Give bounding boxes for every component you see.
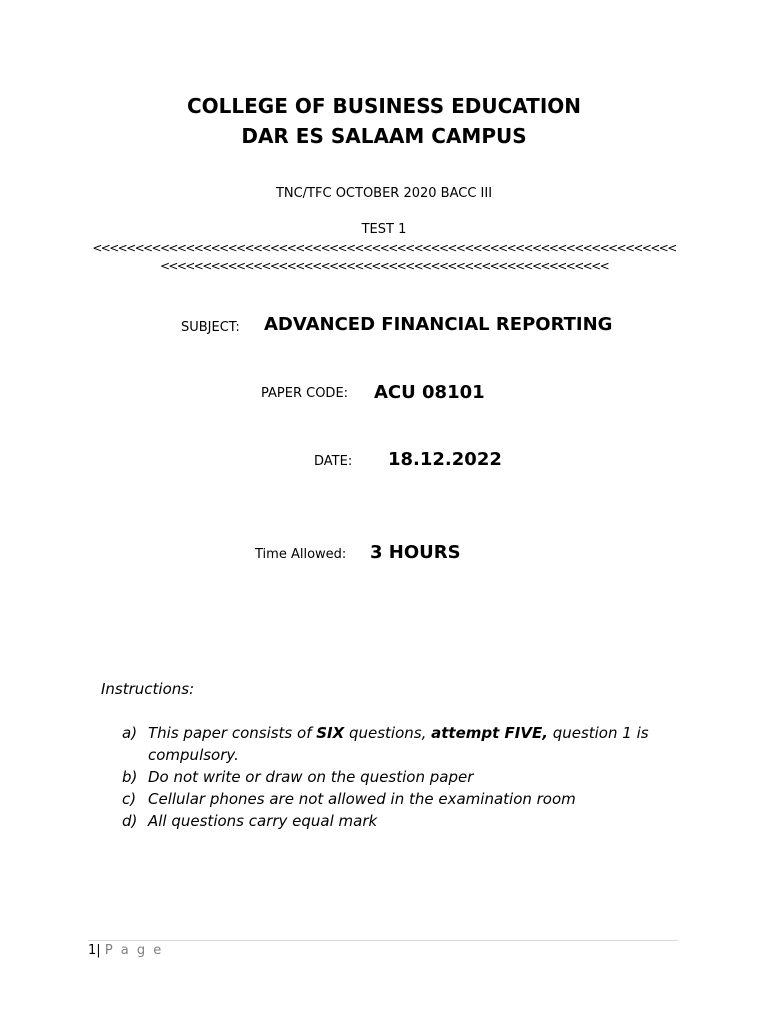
instruction-item <box>122 810 702 832</box>
date-value: 18.12.2022 <box>388 449 502 470</box>
instruction-item <box>122 722 702 766</box>
instruction-item <box>122 766 702 788</box>
divider-line-1: <<<<<<<<<<<<<<<<<<<<<<<<<<<<<<<<<<<<<<<<<<<<<<<<<<<<<<<<<<<<<<<<<<<<< <box>92 241 676 255</box>
instruction-text: Do not write or draw on the question paper <box>148 768 474 786</box>
instruction-emphasis: attempt FIVE, <box>431 724 548 742</box>
college-name: COLLEGE OF BUSINESS EDUCATION <box>186 94 582 118</box>
footer-divider <box>88 940 678 941</box>
instruction-text: Cellular phones are not allowed in the examination room <box>148 790 576 808</box>
time-allowed-value: 3 HOURS <box>370 542 461 563</box>
instruction-marker: d) <box>122 812 138 830</box>
paper-code-label: PAPER CODE: <box>261 386 349 401</box>
instruction-text: This paper consists of <box>148 724 317 742</box>
time-allowed-label: Time Allowed: <box>255 547 347 562</box>
page-footer <box>88 943 163 958</box>
test-number: TEST 1 <box>361 222 407 237</box>
subject-label: SUBJECT: <box>181 320 240 335</box>
divider-line-2: <<<<<<<<<<<<<<<<<<<<<<<<<<<<<<<<<<<<<<<<<<<<<<<<<<<<< <box>159 259 609 273</box>
instruction-text: All questions carry equal mark <box>148 812 378 830</box>
exam-session: TNC/TFC OCTOBER 2020 BACC III <box>275 186 493 201</box>
instructions-heading: Instructions: <box>101 680 195 698</box>
campus-name: DAR ES SALAAM CAMPUS <box>241 124 527 148</box>
instruction-marker: a) <box>122 724 138 742</box>
date-label: DATE: <box>314 454 353 469</box>
instructions-list <box>122 722 702 832</box>
instruction-emphasis: SIX <box>316 724 345 742</box>
subject-value: ADVANCED FINANCIAL REPORTING <box>264 314 613 335</box>
page-number: 1 <box>88 943 97 958</box>
instruction-text: questions, <box>344 724 432 742</box>
paper-code-value: ACU 08101 <box>374 382 485 403</box>
instruction-item <box>122 788 702 810</box>
page-word: P a g e <box>104 943 164 958</box>
instruction-text: question 1 is compulsory. <box>148 724 649 764</box>
instruction-marker: b) <box>122 768 138 786</box>
instruction-marker: c) <box>122 790 137 808</box>
page-separator: | <box>96 943 101 958</box>
